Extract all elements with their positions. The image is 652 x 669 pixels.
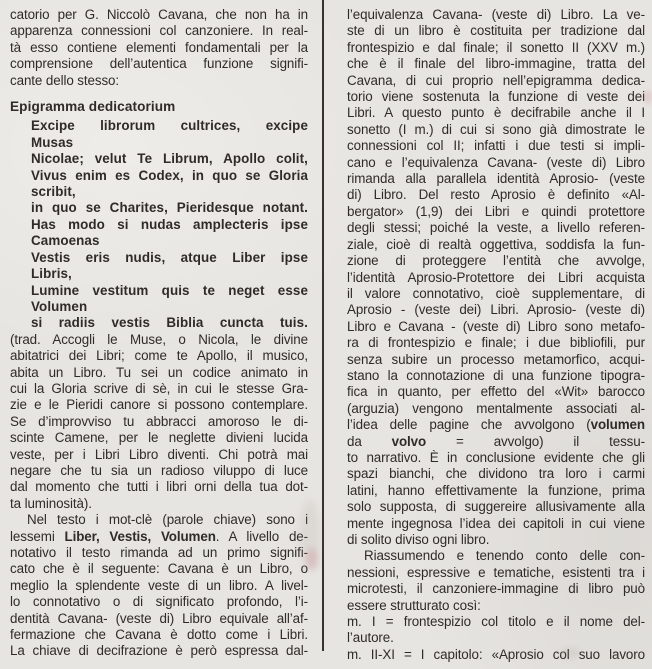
section-heading: Epigramma dedicatorium xyxy=(10,99,176,115)
text-line: torio viene sostenuta la funzione di veste dei xyxy=(347,89,645,105)
text-line: mente ingegnosa l’idea dei capitoli in cui viene xyxy=(347,515,645,531)
text-line: l’equivalenza Cavana- (veste di) Libro. La ve- xyxy=(347,7,645,22)
text-line: frontespizio e dal finale; il sonetto II (XXV m.) xyxy=(347,39,645,55)
text-line: (trad. Accogli le Muse, o Nicola, le divine xyxy=(10,331,308,347)
text-line: abitatrici dei Libri; come te Apollo, il musico, xyxy=(10,348,308,364)
text-line: Libro e Cavana - (veste di) Libro sono metafo- xyxy=(347,318,645,334)
text-line: connessioni col II; infatti i due testi si impli- xyxy=(347,138,645,154)
text-line: Camoenas xyxy=(31,233,100,249)
text-line: solo supposta, di suggereire allusivamente alla xyxy=(347,499,645,515)
text-line: l’autore. xyxy=(347,630,394,646)
text-line: fermazione che Cavana è dotto come i Libri. xyxy=(10,627,308,643)
text-line: meglio la splendente veste di un libro. A livel- xyxy=(10,577,308,593)
text-line: Se d’improvviso tu abbracci amoroso le di- xyxy=(10,413,308,429)
text-line: veste, per i Libri Libro diventi. Chi potrà mai xyxy=(10,446,308,462)
text-line: degli stessi; poiché la veste, a livello referen- xyxy=(347,220,645,236)
text-line: ta luminosità). xyxy=(10,495,92,511)
text-line: apparenza connessioni col canzoniere. In real- xyxy=(10,23,308,39)
text-line: Musas xyxy=(31,134,74,150)
text-line: Libri. A questo punto è decifrabile anche il I xyxy=(347,105,645,121)
scan-smudge xyxy=(644,90,652,104)
structure-item-m1 xyxy=(347,614,645,647)
text-line: microtesti, il canzoniere-immagine di libro può xyxy=(347,581,645,597)
latin-epigram-verse xyxy=(10,118,308,331)
column-divider-rule xyxy=(322,0,324,651)
text-line: Cavana, di cui proprio nell’epigramma dedica- xyxy=(347,72,645,88)
text-line: il valore connotativo, cioè supplementare, di xyxy=(347,285,645,301)
text-line: m. I = frontespizio col titolo e il nome del- xyxy=(347,614,645,630)
text-line: dentità Cavana- (veste di) Libro equivale all’af- xyxy=(10,610,308,626)
left-column xyxy=(10,7,308,660)
text-line: di) Libro. Del resto Aprosio è definito «Al- xyxy=(347,187,645,203)
paragraph-summary xyxy=(347,548,645,614)
text-line: (arguzia) vengono mentalmente associati al- xyxy=(347,400,645,416)
text-line: si radiis vestis Biblia cuncta tuis. xyxy=(31,315,308,331)
text-line: di solito diviso ogni libro. xyxy=(347,532,490,547)
text-line: tà esso contiene elementi fondamentali per la xyxy=(10,39,308,55)
text-line: Vivus enim es Codex, in quo se Gloria xyxy=(31,167,308,183)
text-line: senza subire un processo metamorfico, acqui- xyxy=(347,351,645,367)
text-line: rimanda alla parallela identità Aprosio- (veste xyxy=(347,171,645,187)
text-line: fica in quanto, per effetto del «Wit» barocco xyxy=(347,384,645,400)
text-line: cano e l’equivalenza Cavana- (veste di) Libro xyxy=(347,154,645,170)
text-line: Lumine vestitum quis te neget esse xyxy=(31,282,308,298)
text-line: scribit, xyxy=(31,184,76,200)
text-line: latini, hanno effettivamente la funzione, prima xyxy=(347,482,645,498)
text-line: essere strutturato così: xyxy=(347,597,481,613)
text-line: dal momento che tutti i libri orni della tua dot- xyxy=(10,479,308,495)
right-column xyxy=(347,7,645,663)
text-line: scinte Camene, per le neglette divieni lucida xyxy=(10,430,308,446)
text-line: Excipe librorum cultrices, excipe xyxy=(31,118,308,134)
text-line: ra di frontespizio e finale; i due bibliofili, pur xyxy=(347,335,645,351)
text-line: m. II-XI = I capitolo: «Aprosio col suo lavoro xyxy=(347,646,645,662)
text-line: lo connotativo o di significato profondo, l’i- xyxy=(10,594,308,610)
paragraph-translation xyxy=(10,332,308,512)
text-line: negare che tu sia un radioso viluppo di luce xyxy=(10,462,308,478)
text-line: ste di un libro è costituita per tradizione dal xyxy=(347,23,645,39)
text-line: Aprosio - (veste dei) Libri. Aprosio- (veste di) xyxy=(347,302,645,318)
text-line: zione di proteggere l’entità che avvolge, xyxy=(347,253,645,269)
text-line: nessioni, espressive e tematiche, esistenti tra i xyxy=(347,564,645,580)
text-line: che è il finale del libro-immagine, tratta del xyxy=(347,56,645,72)
text-line: stano la connotazione di una funzione tipogra- xyxy=(347,367,645,383)
text-line: Nicolae; velut Te Librum, Apollo colit, xyxy=(31,151,308,167)
text-line: ziale, cioè di realtà oggettiva, soddisfa la fun- xyxy=(347,236,645,252)
text-line: abita un Libro. Tu sei un codice animato in xyxy=(10,364,308,380)
text-line: l’identità Aprosio-Protettore dei Libri acquista xyxy=(347,269,645,285)
text-line: spazi bianchi, che dividono tra loro i carmi xyxy=(347,466,645,482)
paragraph-intro xyxy=(10,7,308,89)
text-line: catorio per G. Niccolò Cavana, che non ha in xyxy=(10,7,308,22)
paragraph-analysis xyxy=(10,512,308,660)
text-line: sonetto (I m.) di cui si sono già dimostrate le xyxy=(347,121,645,137)
text-line: Libris, xyxy=(31,266,72,282)
text-line: to narrativo. È in conclusione evidente che gli xyxy=(347,449,645,465)
text-line: cui la Gloria scrive di sè, in cui le stesse Gra- xyxy=(10,380,308,396)
text-line: La chiave di decifrazione è però espressa dal- xyxy=(10,643,308,659)
structure-item-m2-11 xyxy=(347,647,645,663)
paragraph-continuation xyxy=(347,7,645,548)
text-line: Nel testo i mot-clè (parole chiave) sono i xyxy=(27,512,308,528)
text-line: l’idea delle pagine che avvolgono (volumen xyxy=(347,417,645,433)
text-line: in quo se Charites, Pieridesque notant. xyxy=(31,200,308,216)
text-line: bergator» (1,9) dei Libri e quindi protettore xyxy=(347,203,645,219)
text-line: Riassumendo e tenendo conto delle con- xyxy=(364,548,645,564)
text-line: zie e le Pieridi canore si possono contemplare. xyxy=(10,397,308,413)
text-line: cato che è il seguente: Cavana è un Libro, o xyxy=(10,561,308,577)
text-line: Vestis eris nudis, atque Liber ipse xyxy=(31,249,308,265)
text-line: Volumen xyxy=(31,298,88,314)
text-line: notativo il testo rimanda ad un primo signifi- xyxy=(10,545,308,560)
text-line: Has modo si nudas amplecteris ipse xyxy=(31,216,308,232)
text-line: comprensione dell’autentica funzione signifi- xyxy=(10,56,308,72)
text-line: da volvo = avvolgo) il tessu- xyxy=(347,433,645,449)
text-line: cante dello stesso: xyxy=(10,72,120,88)
text-line: lessemi Liber, Vestis, Volumen. A livello de- xyxy=(10,528,308,544)
